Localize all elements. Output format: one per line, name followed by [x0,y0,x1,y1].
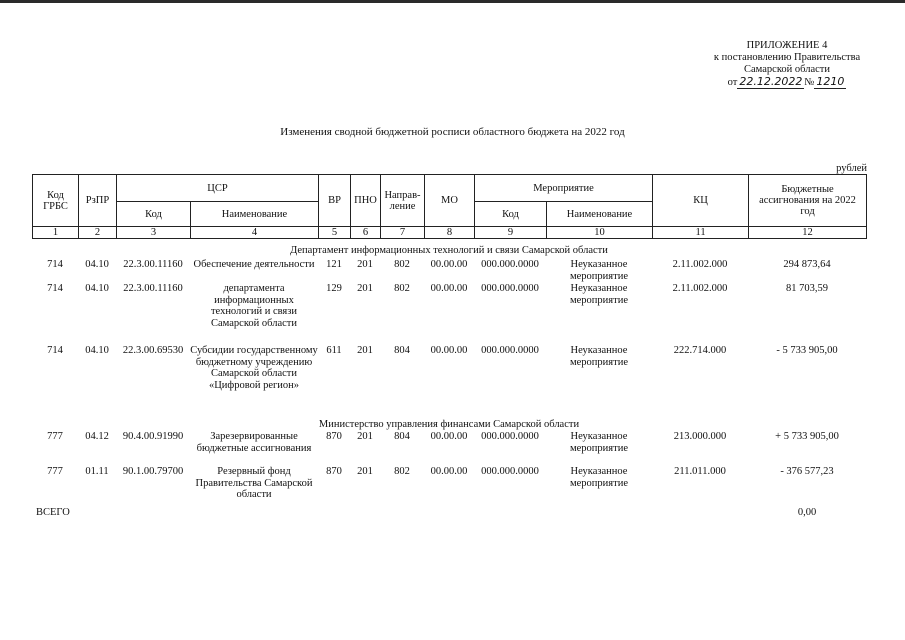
header-csr-kod: Код [117,202,191,227]
cell-rzpr: 04.10 [85,259,109,270]
appendix-date-line [707,76,867,89]
cell-event-name: Неуказанное мероприятие [570,283,628,306]
cell-napr: 804 [394,431,410,442]
cell-mo: 00.00.00 [430,466,468,477]
header-vr: ВР [319,175,351,227]
header-kc: КЦ [653,175,749,227]
cell-sum: + 5 733 905,00 [775,431,839,442]
cell-csr-name: Субсидии государственному бюджетному учреждению Самарской области «Цифровой регион» [190,345,318,391]
department-heading: Министерство управления финансами Самарской области [318,419,580,430]
cell-csr-kod: 22.3.00.11160 [123,283,183,294]
column-number: 1 [33,227,79,239]
header-rzpr: РзПР [79,175,117,227]
cell-kc: 2.11.002.000 [672,259,728,270]
header-napr: Направ-ление [381,175,425,227]
cell-pno: 201 [357,345,373,356]
cell-rzpr: 01.11 [85,466,109,477]
cell-grbs: 777 [47,466,63,477]
handwritten-number: 1210 [816,75,845,88]
cell-csr-name: Зарезервированные бюджетные ассигнования [196,431,312,454]
cell-mo: 00.00.00 [430,283,468,294]
top-border [0,0,905,3]
total-value: 0,00 [797,507,817,518]
cell-pno: 201 [357,431,373,442]
header-event: Мероприятие [475,175,653,202]
header-sum: Бюджетные ассигнования на 2022 год [749,175,867,227]
cell-napr: 802 [394,283,410,294]
cell-kc: 213.000.000 [673,431,727,442]
cell-kc: 222.714.000 [673,345,727,356]
cell-csr-kod: 22.3.00.11160 [123,259,183,270]
cell-rzpr: 04.12 [85,431,109,442]
header-event-kod: Код [475,202,547,227]
cell-pno: 201 [357,283,373,294]
appendix-line-3: Самарской области [744,64,830,75]
cell-grbs: 777 [47,431,63,442]
column-number: 11 [653,227,749,239]
header-mo: МО [425,175,475,227]
cell-sum: 81 703,59 [786,283,828,294]
column-number: 2 [79,227,117,239]
appendix-title: ПРИЛОЖЕНИЕ 4 [746,40,828,51]
header-grbs: Код ГРБС [33,175,79,227]
document-title: Изменения сводной бюджетной росписи областного бюджета на 2022 год [280,126,625,138]
cell-mo: 00.00.00 [430,345,468,356]
cell-grbs: 714 [47,345,63,356]
cell-csr-kod: 90.1.00.79700 [122,466,184,477]
cell-csr-name: департамента информационных технологий и связи Самарской области [210,283,298,329]
cell-event-name: Неуказанное мероприятие [570,259,628,282]
cell-napr: 804 [394,345,410,356]
cell-event-kod: 000.000.0000 [481,345,539,356]
cell-sum: - 376 577,23 [780,466,834,477]
date-prefix: от [727,77,738,88]
column-number: 4 [191,227,319,239]
column-number: 6 [351,227,381,239]
cell-grbs: 714 [47,259,63,270]
cell-event-name: Неуказанное мероприятие [570,345,628,368]
cell-vr: 121 [326,259,342,270]
cell-pno: 201 [357,466,373,477]
column-number: 8 [425,227,475,239]
appendix-line-2: к постановлению Правительства [713,52,861,63]
cell-vr: 870 [326,466,342,477]
units-label: рублей [836,163,867,174]
cell-pno: 201 [357,259,373,270]
column-number: 5 [319,227,351,239]
cell-csr-kod: 22.3.00.69530 [122,345,184,356]
cell-event-name: Неуказанное мероприятие [570,431,628,454]
appendix-block [707,40,867,89]
cell-sum: 294 873,64 [783,259,831,270]
cell-napr: 802 [394,466,410,477]
number-prefix: № [804,77,815,88]
cell-event-kod: 000.000.0000 [481,466,539,477]
cell-mo: 00.00.00 [430,259,468,270]
header-csr: ЦСР [117,175,319,202]
cell-grbs: 714 [47,283,63,294]
total-label: ВСЕГО [36,507,70,518]
handwritten-date: 22.12.2022 [739,75,803,88]
cell-event-kod: 000.000.0000 [481,431,539,442]
cell-kc: 211.011.000 [674,466,726,477]
cell-event-name: Неуказанное мероприятие [570,466,628,489]
cell-sum: - 5 733 905,00 [776,345,838,356]
budget-table-header [32,174,867,239]
header-pno: ПНО [351,175,381,227]
cell-csr-kod: 90.4.00.91990 [122,431,184,442]
header-csr-name: Наименование [191,202,319,227]
cell-csr-name: Резервный фонд Правительства Самарской области [195,466,313,500]
column-number: 12 [749,227,867,239]
cell-rzpr: 04.10 [85,283,109,294]
column-number: 9 [475,227,547,239]
cell-rzpr: 04.10 [85,345,109,356]
cell-event-kod: 000.000.0000 [481,259,539,270]
cell-napr: 802 [394,259,410,270]
cell-mo: 00.00.00 [430,431,468,442]
cell-csr-name: Обеспечение деятельности [193,259,315,270]
cell-event-kod: 000.000.0000 [481,283,539,294]
cell-kc: 2.11.002.000 [672,283,728,294]
cell-vr: 129 [326,283,342,294]
column-number: 7 [381,227,425,239]
column-number: 10 [547,227,653,239]
cell-vr: 611 [326,345,342,356]
column-number: 3 [117,227,191,239]
department-heading: Департамент информационных технологий и связи Самарской области [290,245,608,256]
cell-vr: 870 [326,431,342,442]
header-event-name: Наименование [547,202,653,227]
